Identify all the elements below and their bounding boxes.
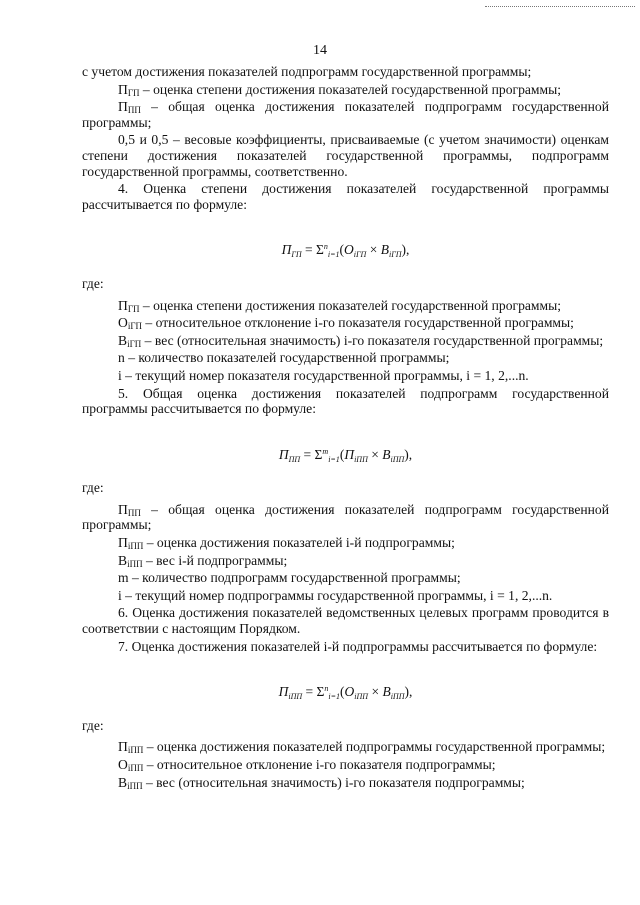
- section-5-title: 5. Общая оценка достижения показателей подпрограмм государственной программы рассчитывается по формуле:: [82, 385, 609, 417]
- weights-paragraph: 0,5 и 0,5 – весовые коэффициенты, присваиваемые (с учетом значимости) оценкам степени достижения показателей государственной программы, подпрограмм государственной программы, соответственно.: [82, 132, 609, 179]
- def-oipp: $О_{iПП}$ – относительное отклонение i-го показателя подпрограммы;: [118, 757, 496, 773]
- def-ppp: $П_{ПП}$ – общая оценка достижения показателей подпрограмм государственной программы;: [82, 99, 609, 130]
- def-i-2: i – текущий номер подпрограммы государственной программы, i = 1, 2,...n.: [118, 587, 553, 603]
- def-pgp: $П_{ГП}$ – оценка степени достижения показателей государственной программы;: [118, 81, 562, 98]
- def-bipp: $В_{iПП}$ – вес i-й подпрограммы;: [118, 552, 288, 569]
- def-ppp-2: $П_{ПП}$ – общая оценка достижения показателей подпрограмм государственной программы;: [82, 501, 609, 533]
- def-m: m – количество подпрограмм государственной программы;: [118, 570, 461, 586]
- def-bigp: $В_{iГП}$ – вес (относительная значимость) i-го показателя государственной программы;: [118, 332, 604, 349]
- intro-line: с учетом достижения показателей подпрограмм государственной программы;: [82, 64, 532, 79]
- section-7-title: 7. Оценка достижения показателей i-й подпрограммы рассчитывается по формуле:: [118, 638, 598, 654]
- formula-pp: $П_{ПП} = \Sigma^m_{i=1}(П_{iПП} \times В_{iПП})$,: [278, 446, 413, 464]
- where-label: где:: [82, 480, 104, 496]
- def-n: n – количество показателей государственной программы;: [118, 350, 450, 366]
- document-body: [82, 64, 609, 792]
- def-oigp: $О_{iГП}$ – относительное отклонение i-го показателя государственной программы;: [118, 315, 574, 332]
- top-rule: [485, 6, 635, 7]
- section-4-title: 4. Оценка степени достижения показателей государственной программы рассчитывается по формуле:: [82, 181, 609, 212]
- where-label: где:: [82, 275, 104, 291]
- def-pipp-2: $П_{iПП}$ – оценка достижения показателей подпрограммы государственной программы;: [118, 739, 606, 756]
- page-number: 14: [313, 43, 327, 58]
- formula-gp: $П_{ГП} = \Sigma^n_{i=1}(О_{iГП} \times В_{iГП})$,: [281, 242, 410, 260]
- def-bipp-2: $В_{iПП}$ – вес (относительная значимость) i-го показателя подпрограммы;: [118, 774, 525, 791]
- section-6-text: 6. Оценка достижения показателей ведомственных целевых программ проводится в соответствии с настоящим Порядком.: [82, 605, 609, 637]
- def-pgp-2: $П_{ГП}$ – оценка степени достижения показателей государственной программы;: [118, 297, 562, 314]
- def-pipp: $П_{iПП}$ – оценка достижения показателей i-й подпрограммы;: [118, 535, 455, 552]
- formula-ipp: $П_{iПП} = \Sigma^n_{i=1}(О_{iПП} \times В_{iПП})$,: [278, 684, 413, 702]
- def-i: i – текущий номер показателя государственной программы, i = 1, 2,...n.: [118, 367, 529, 383]
- where-label: где:: [82, 717, 104, 733]
